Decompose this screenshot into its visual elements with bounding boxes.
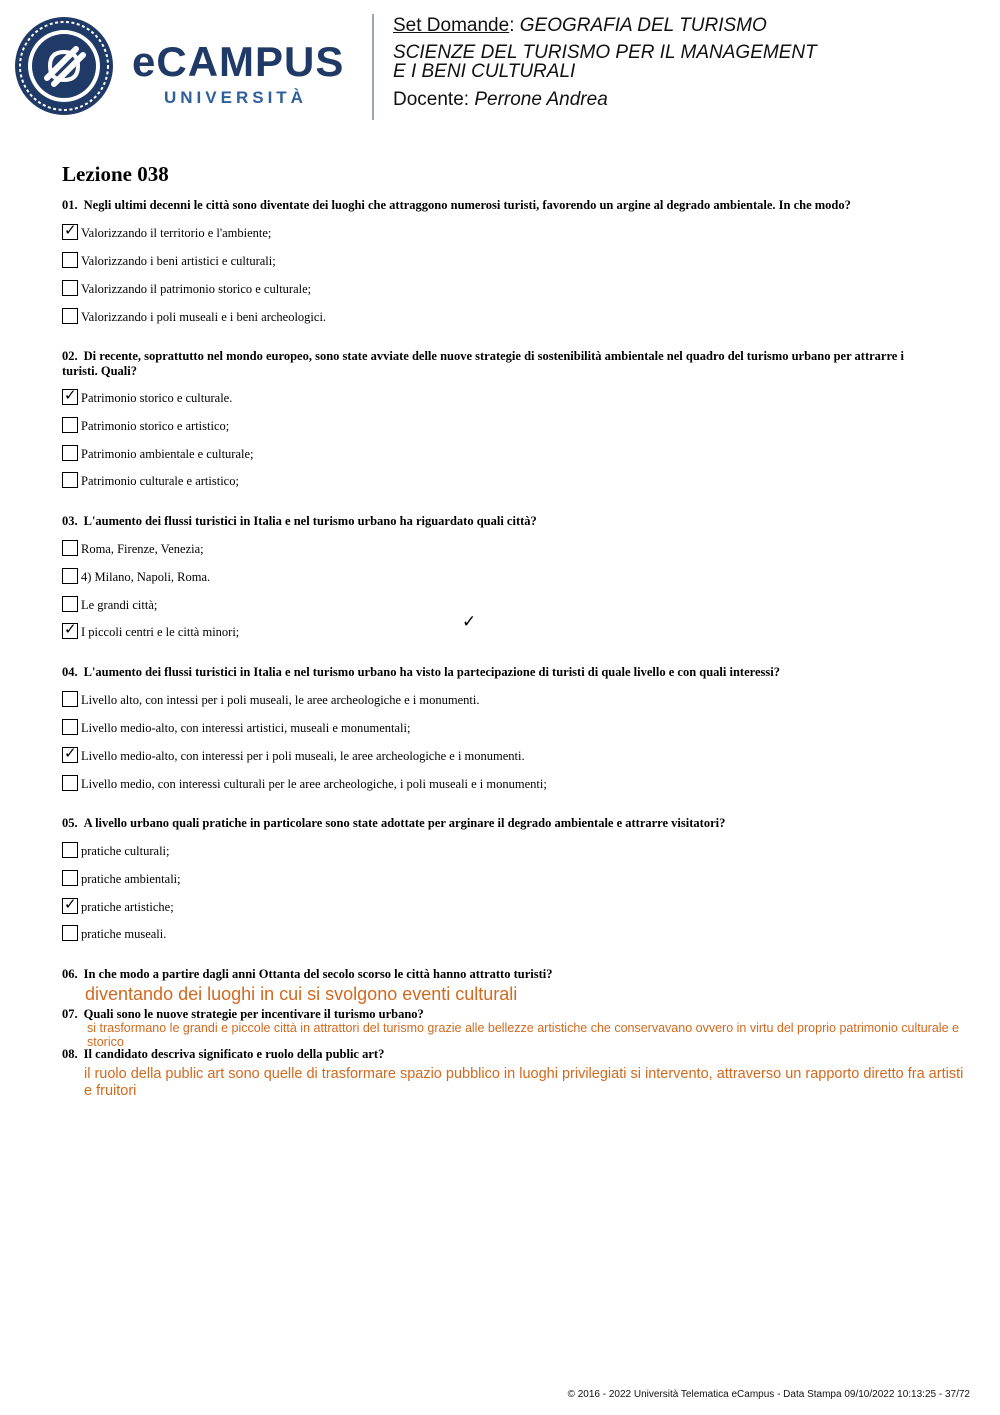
- option-q3-4[interactable]: ✓ I piccoli centri e le città minori;: [64, 620, 240, 639]
- teacher-label: Docente:: [393, 89, 470, 110]
- degree-line-1: SCIENZE DEL TURISMO PER IL MANAGEMENT: [393, 42, 817, 63]
- ecampus-logo: [14, 16, 354, 116]
- option-q2-1[interactable]: ✓ Patrimonio storico e culturale.: [64, 386, 233, 405]
- checkbox[interactable]: [62, 620, 78, 639]
- question-06: 06. In che modo a partire dagli anni Ottanta del secolo scorso le città hanno attratto turisti?: [62, 967, 553, 981]
- header-divider: [372, 14, 374, 120]
- checkbox[interactable]: [62, 691, 78, 707]
- checkbox[interactable]: [62, 308, 78, 324]
- checkbox[interactable]: [62, 386, 78, 405]
- check-icon: ✓: [64, 744, 77, 762]
- checkbox[interactable]: [62, 925, 78, 941]
- option-q3-1[interactable]: Roma, Firenze, Venezia;: [62, 540, 204, 558]
- set-label: Set Domande: [393, 15, 510, 36]
- checkbox[interactable]: [62, 472, 78, 488]
- option-q1-3[interactable]: Valorizzando il patrimonio storico e culturale;: [62, 280, 311, 298]
- option-q3-2[interactable]: 4) Milano, Napoli, Roma.: [62, 568, 210, 586]
- option-q4-4[interactable]: Livello medio, con interessi culturali per le aree archeologiche, i poli museali e i monumenti;: [62, 775, 547, 793]
- check-icon: ✓: [64, 895, 77, 913]
- header-info: Set Domande: GEOGRAFIA DEL TURISMO SCIENZE DEL TURISMO PER IL MANAGEMENT E I BENI CULTURALI Docente: Perrone Andrea: [393, 15, 817, 110]
- logo-subtitle: UNIVERSITÀ: [164, 88, 307, 107]
- checkbox[interactable]: [62, 719, 78, 735]
- option-q3-3[interactable]: Le grandi città;: [62, 596, 157, 614]
- question-05: 05. A livello urbano quali pratiche in particolare sono state adottate per arginare il degrado ambientale e attrarre visitatori?: [62, 816, 726, 830]
- degree-line-2: E I BENI CULTURALI: [393, 61, 576, 82]
- question-text: Negli ultimi decenni le città sono diventate dei luoghi che attraggono numerosi turisti, favorendo un argine al degrado ambientale. In che modo?: [83, 198, 851, 212]
- page-footer: © 2016 - 2022 Università Telematica eCampus - Data Stampa 09/10/2022 10:13:25 - 37/72: [567, 1389, 970, 1400]
- option-q2-3[interactable]: Patrimonio ambientale e culturale;: [62, 445, 254, 463]
- checkbox[interactable]: [62, 280, 78, 296]
- checkbox[interactable]: [62, 842, 78, 858]
- checkbox[interactable]: [62, 870, 78, 886]
- question-text: Il candidato descriva significato e ruolo della public art?: [83, 1047, 385, 1061]
- checkbox[interactable]: [62, 221, 78, 240]
- option-q1-1[interactable]: ✓ Valorizzando il territorio e l'ambiente;: [64, 221, 272, 240]
- question-text: Di recente, soprattutto nel mondo europeo, sono state avviate delle nuove strategie di sostenibilità ambientale nel quadro del turismo urbano per attrarre i turisti. Quali?: [62, 349, 904, 378]
- question-text: Quali sono le nuove strategie per incentivare il turismo urbano?: [83, 1007, 424, 1021]
- lesson-title: Lezione 038: [62, 162, 169, 186]
- option-q5-2[interactable]: pratiche ambientali;: [62, 870, 181, 888]
- option-q2-4[interactable]: Patrimonio culturale e artistico;: [62, 472, 239, 490]
- option-q5-3[interactable]: ✓ pratiche artistiche;: [64, 895, 174, 914]
- logo-word: eCAMPUS: [132, 38, 345, 85]
- answer-08[interactable]: il ruolo della public art sono quelle di trasformare spazio pubblico in luoghi privilegiati si intervento, attraverso un rapporto diretto fra artisti e fruitori: [84, 1066, 964, 1099]
- stray-check-icon: ✓: [462, 612, 477, 632]
- option-q2-2[interactable]: Patrimonio storico e artistico;: [62, 417, 229, 435]
- question-02: 02. Di recente, soprattutto nel mondo europeo, sono state avviate delle nuove strategie di sostenibilità ambientale nel quadro del turismo urbano per attrarre i turisti. Quali?: [62, 349, 904, 378]
- check-icon: ✓: [64, 620, 77, 638]
- teacher-name: Perrone Andrea: [474, 89, 608, 110]
- answer-06[interactable]: diventando dei luoghi in cui si svolgono eventi culturali: [85, 984, 518, 1004]
- question-text: L'aumento dei flussi turistici in Italia e nel turismo urbano ha riguardato quali città?: [83, 514, 537, 528]
- checkbox[interactable]: [62, 445, 78, 461]
- checkbox[interactable]: [62, 775, 78, 791]
- option-q4-3[interactable]: ✓ Livello medio-alto, con interessi per i poli museali, le aree archeologiche e i monumenti.: [64, 744, 525, 763]
- question-08: 08. Il candidato descriva significato e ruolo della public art?: [62, 1047, 385, 1061]
- check-icon: ✓: [64, 221, 77, 239]
- question-text: In che modo a partire dagli anni Ottanta del secolo scorso le città hanno attratto turisti?: [83, 967, 553, 981]
- checkbox[interactable]: [62, 895, 78, 914]
- option-q5-1[interactable]: pratiche culturali;: [62, 842, 170, 860]
- question-01: 01. Negli ultimi decenni le città sono diventate dei luoghi che attraggono numerosi turisti, favorendo un argine al degrado ambientale. In che modo?: [62, 198, 851, 212]
- checkbox[interactable]: [62, 540, 78, 556]
- course-title: GEOGRAFIA DEL TURISMO: [519, 15, 767, 36]
- option-q1-2[interactable]: Valorizzando i beni artistici e culturali;: [62, 252, 276, 270]
- checkbox[interactable]: [62, 568, 78, 584]
- option-q4-2[interactable]: Livello medio-alto, con interessi artistici, museali e monumentali;: [62, 719, 410, 737]
- option-q5-4[interactable]: pratiche museali.: [62, 925, 166, 943]
- checkbox[interactable]: [62, 252, 78, 268]
- question-text: L'aumento dei flussi turistici in Italia e nel turismo urbano ha visto la partecipazione di turisti di quale livello e con quali interessi?: [83, 665, 780, 679]
- option-q1-4[interactable]: Valorizzando i poli museali e i beni archeologici.: [62, 308, 326, 326]
- question-07: 07. Quali sono le nuove strategie per incentivare il turismo urbano?: [62, 1007, 424, 1021]
- question-04: 04. L'aumento dei flussi turistici in Italia e nel turismo urbano ha visto la partecipazione di turisti di quale livello e con quali interessi?: [62, 665, 780, 679]
- check-icon: ✓: [64, 386, 77, 404]
- page-header: [0, 0, 1000, 130]
- answer-07[interactable]: si trasformano le grandi e piccole città in attrattori del turismo grazie alle bellezze artistiche che conservavano ovvero in virtu del proprio patrimonio culturale e storico: [87, 1021, 959, 1049]
- option-q4-1[interactable]: Livello alto, con intessi per i poli museali, le aree archeologiche e i monumenti.: [62, 691, 480, 709]
- question-text: A livello urbano quali pratiche in particolare sono state adottate per arginare il degrado ambientale e attrarre visitatori?: [83, 816, 726, 830]
- question-03: 03. L'aumento dei flussi turistici in Italia e nel turismo urbano ha riguardato quali città?: [62, 514, 537, 528]
- checkbox[interactable]: [62, 417, 78, 433]
- checkbox[interactable]: [62, 744, 78, 763]
- checkbox[interactable]: [62, 596, 78, 612]
